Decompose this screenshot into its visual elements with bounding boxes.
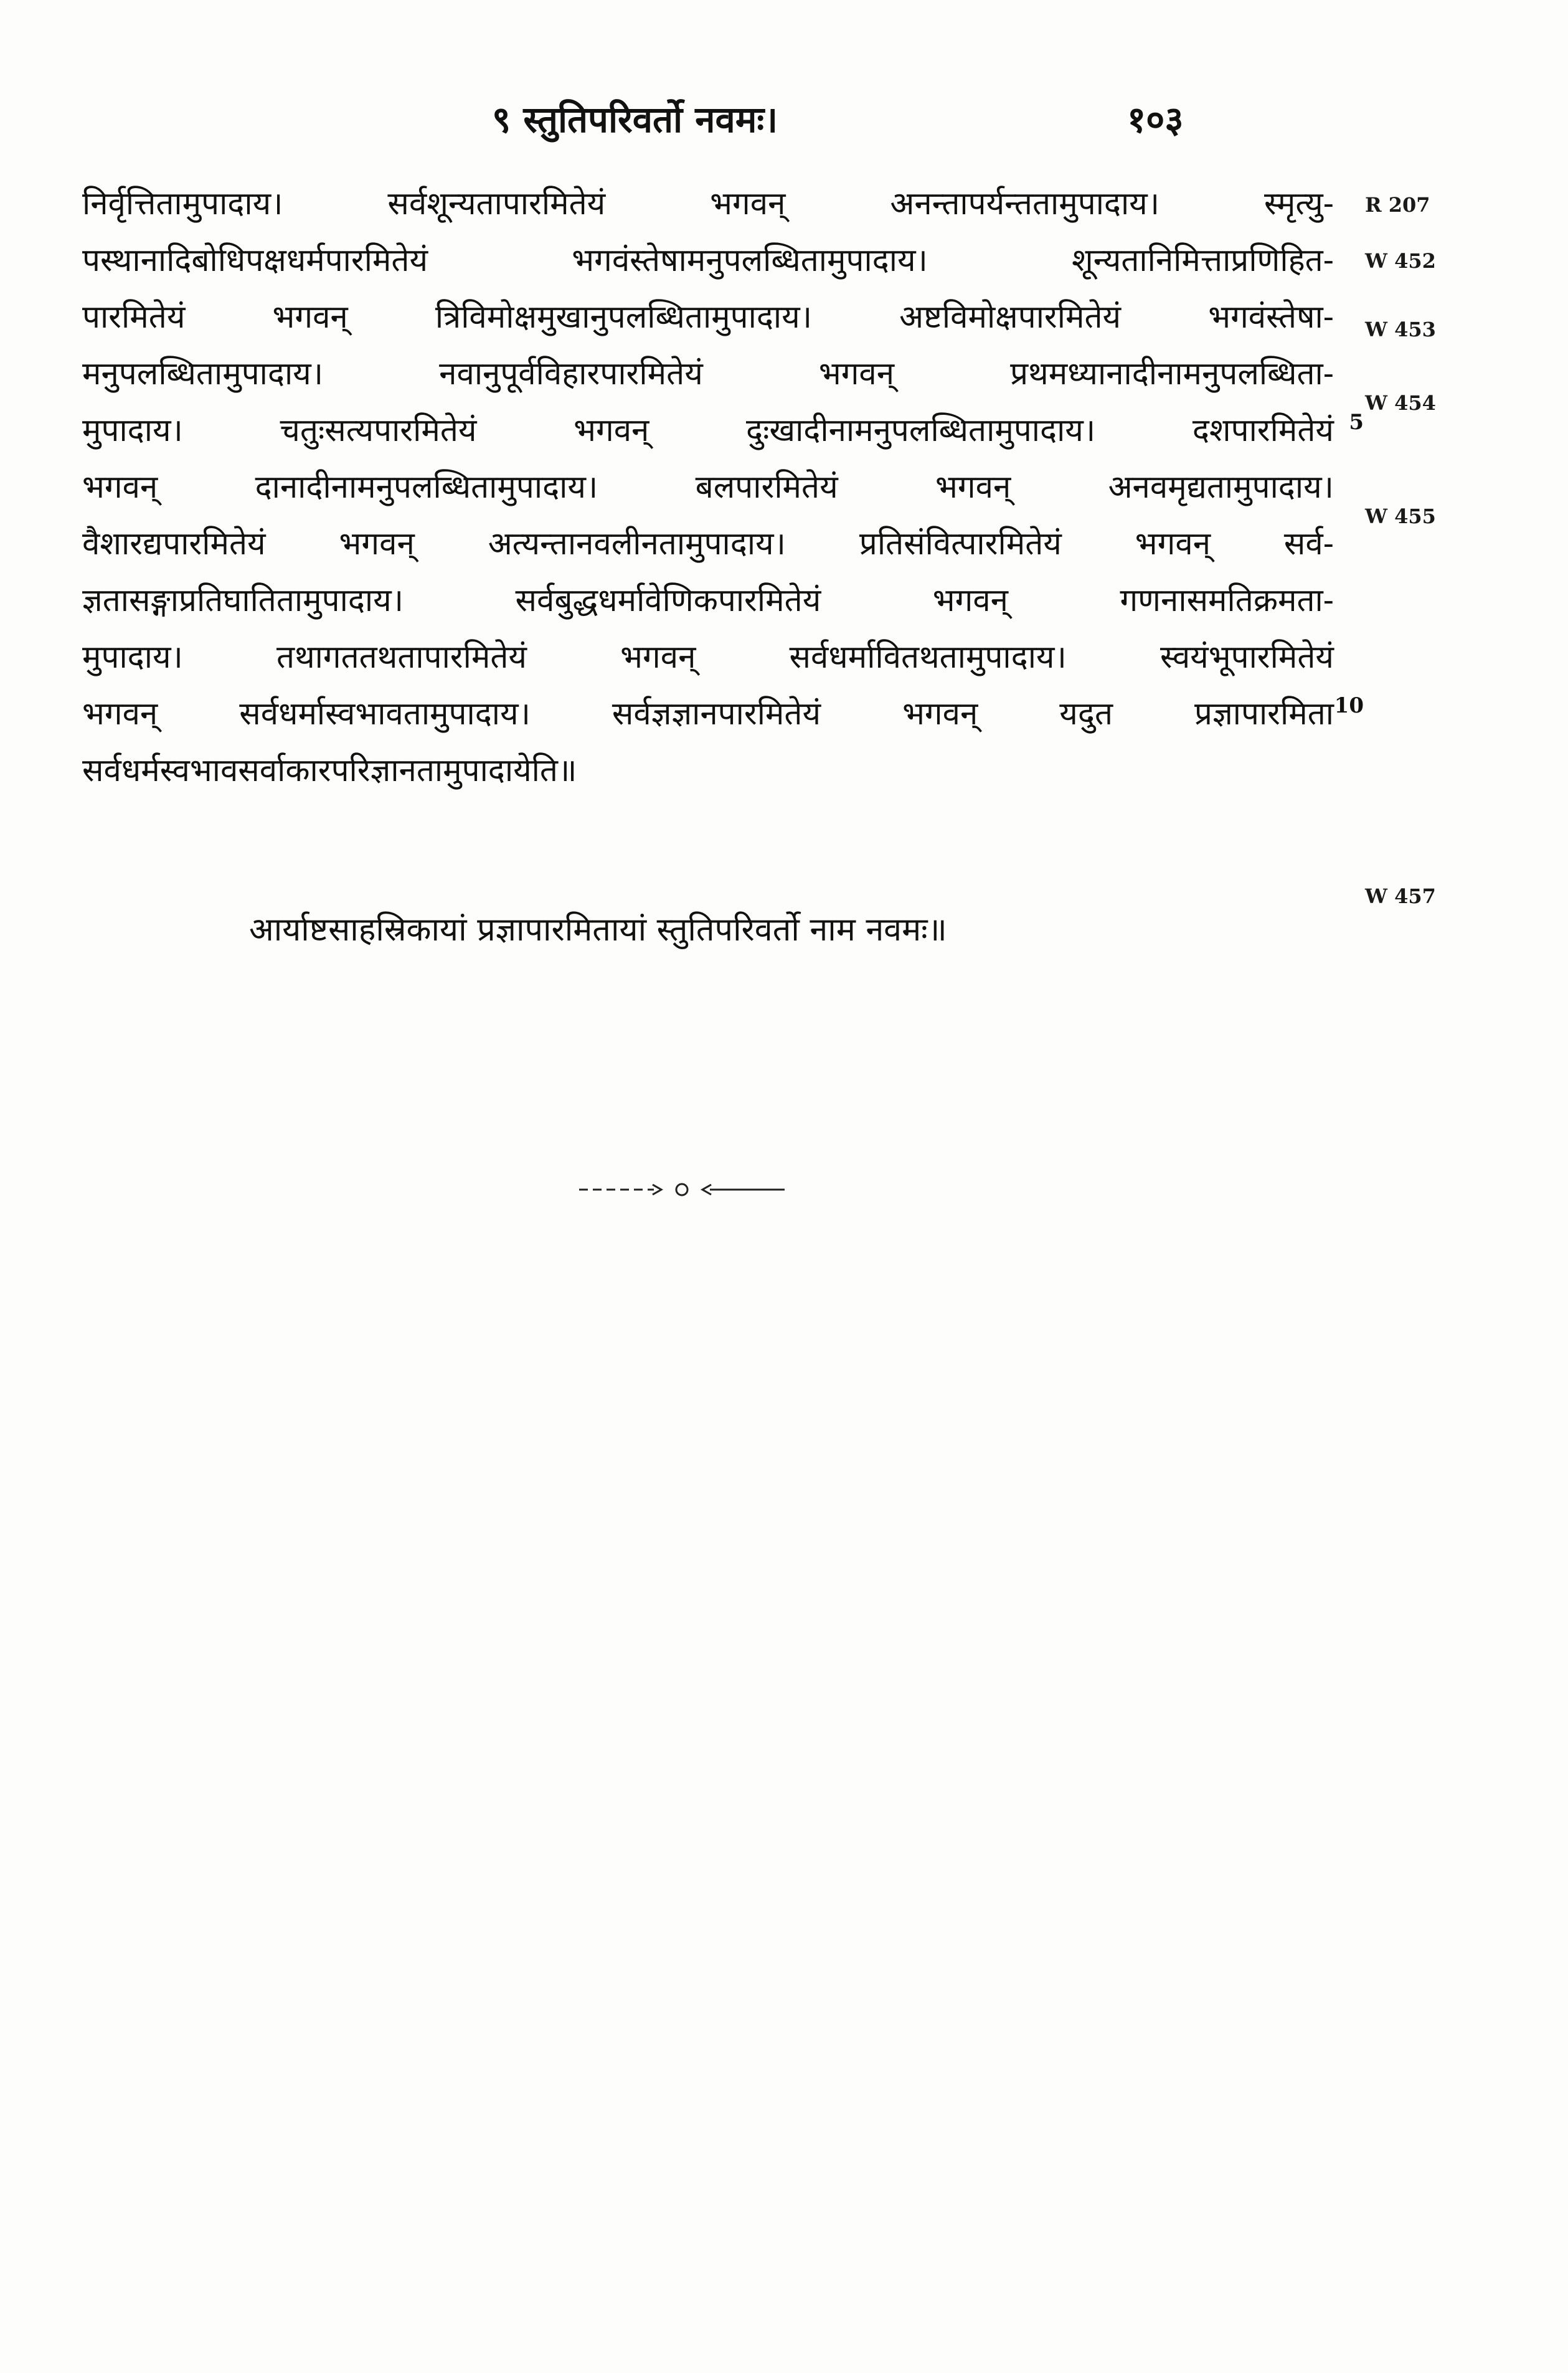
margin-ref-w453: W 453 xyxy=(1365,318,1436,341)
page-number: १०३ xyxy=(1127,98,1184,141)
line-number-10: 10 xyxy=(1334,693,1364,718)
text-line-6: भगवन् दानादीनामनुपलब्धितामुपादाय। बलपारमितेयं भगवन् अनवमृद्यतामुपादाय। xyxy=(82,469,1334,506)
margin-ref-w457: W 457 xyxy=(1365,884,1436,908)
ornament-divider xyxy=(579,1180,785,1199)
body-text xyxy=(82,176,1364,799)
text-line-10-wrap xyxy=(82,686,1364,742)
text-line-5-wrap xyxy=(82,402,1364,459)
text-line-9: मुपादाय। तथागततथतापारमितेयं भगवन् सर्वधर्मावितथतामुपादाय। स्वयंभूपारमितेयं xyxy=(82,639,1334,676)
text-line-5: मुपादाय। चतुःसत्यपारमितेयं भगवन् दुःखादीनामनुपलब्धितामुपादाय। दशपारमितेयं xyxy=(82,412,1334,449)
text-line-7: वैशारद्यपारमितेयं भगवन् अत्यन्तानवलीनतामुपादाय। प्रतिसंवित्पारमितेयं भगवन् सर्व- xyxy=(82,526,1334,562)
colophon: आर्याष्टसाहस्रिकायां प्रज्ञापारमितायां स्तुतिपरिवर्तो नाम नवमः॥ xyxy=(249,911,947,949)
margin-ref-w455: W 455 xyxy=(1365,504,1436,528)
text-line-11: सर्वधर्मस्वभावसर्वाकारपरिज्ञानतामुपादायेति॥ xyxy=(82,752,577,789)
text-line-8: ज्ञतासङ्गाप्रतिघातितामुपादाय। सर्वबुद्धधर्मावेणिकपारमितेयं भगवन् गणनासमतिक्रमता- xyxy=(82,582,1334,619)
margin-ref-r207: R 207 xyxy=(1365,193,1430,217)
text-line-3: पारमितेयं भगवन् त्रिविमोक्षमुखानुपलब्धितामुपादाय। अष्टविमोक्षपारमितेयं भगवंस्तेषा- xyxy=(82,299,1334,336)
text-line-10: भगवन् सर्वधर्मास्वभावतामुपादाय। सर्वज्ञज्ञानपारमितेयं भगवन् यदुत प्रज्ञापारमिता xyxy=(82,696,1334,732)
text-line-4: मनुपलब्धितामुपादाय। नवानुपूर्वविहारपारमितेयं भगवन् प्रथमध्यानादीनामनुपलब्धिता- xyxy=(82,356,1334,392)
text-line-2: पस्थानादिबोधिपक्षधर्मपारमितेयं भगवंस्तेषामनुपलब्धितामुपादाय। शून्यतानिमित्ताप्रणिहित- xyxy=(82,242,1334,279)
running-title: ९ स्तुतिपरिवर्तो नवमः। xyxy=(492,98,778,141)
margin-ref-w454: W 454 xyxy=(1365,391,1436,415)
line-number-5: 5 xyxy=(1349,410,1364,435)
text-line-1: निर्वृत्तितामुपादाय। सर्वशून्यतापारमितेयं भगवन् अनन्तापर्यन्ततामुपादाय। स्मृत्यु- xyxy=(82,186,1334,222)
margin-ref-w452: W 452 xyxy=(1365,249,1436,273)
